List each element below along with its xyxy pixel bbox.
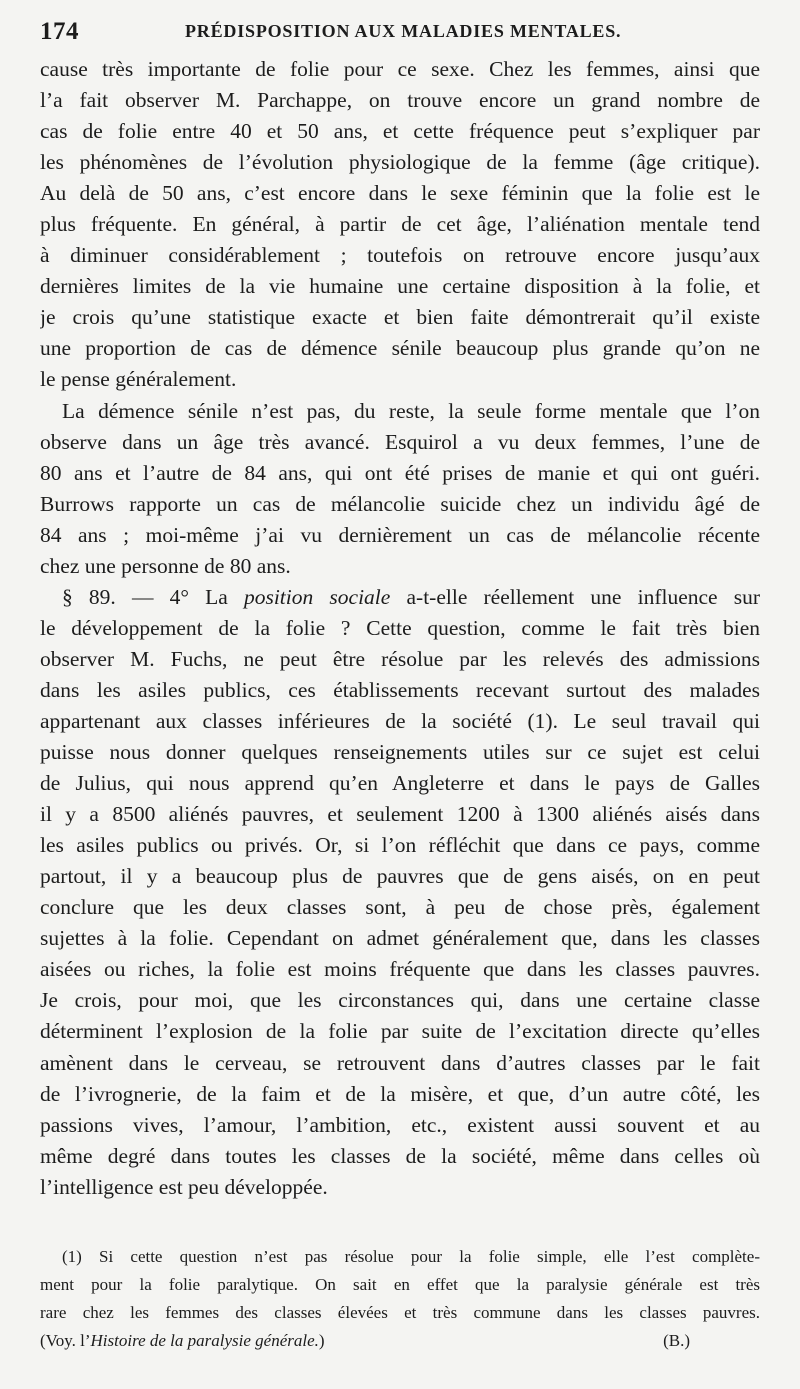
text-line: de Julius, qui nous apprend qu’en Angleterre et dans le pays de Galles [40, 771, 760, 796]
text-line: partout, il y a beaucoup plus de pauvres que de gens aisés, on en peut [40, 864, 760, 889]
text-line: chez une personne de 80 ans. [40, 553, 291, 578]
text-line: à diminuer considérablement ; toutefois on retrouve encore jusqu’aux [40, 243, 760, 268]
footnote-line: (1) Si cette question n’est pas résolue pour la folie simple, elle l’est complète- [62, 1247, 760, 1266]
running-head [40, 18, 760, 50]
running-title: PRÉDISPOSITION AUX MALADIES MENTALES. [185, 21, 622, 41]
text-line: déterminent l’explosion de la folie par suite de l’excitation directe qu’elles [40, 1019, 760, 1044]
text-line-section-89 [40, 582, 760, 613]
italic-term: position sociale [243, 584, 391, 609]
text-line: de l’ivrognerie, de la faim et de la misère, et que, d’un autre côté, les [40, 1081, 760, 1106]
section-lead: § 89. — 4° La [62, 584, 228, 609]
text-line: même degré dans toutes les classes de la société, même dans celles où [40, 1143, 760, 1168]
text-line: observe dans un âge très avancé. Esquirol a vu deux femmes, l’une de [40, 429, 760, 454]
text-line: les phénomènes de l’évolution physiologique de la femme (âge critique). [40, 150, 760, 175]
text-line: l’a fait observer M. Parchappe, on trouve encore un grand nombre de [40, 88, 760, 113]
text-line: dans les asiles publics, ces établissements recevant surtout des malades [40, 677, 760, 702]
text-line: observer M. Fuchs, ne peut être résolue par les relevés des admissions [40, 646, 760, 671]
footnote-source-mark: (B.) [663, 1331, 690, 1350]
text-line: le développement de la folie ? Cette question, comme le fait très bien [40, 615, 760, 640]
footnote-ref-open: (Voy. l’ [40, 1331, 91, 1350]
text-line: dernières limites de la vie humaine une certaine disposition à la folie, et [40, 274, 760, 299]
footnote-book-title: Histoire de la paralysie générale. [90, 1331, 319, 1350]
text-line: Je crois, pour moi, que les circonstances qui, dans une certaine classe [40, 988, 760, 1013]
text-line: amènent dans le cerveau, se retrouvent dans d’autres classes par le fait [40, 1050, 760, 1075]
text-line: cas de folie entre 40 et 50 ans, et cette fréquence peut s’expliquer par [40, 119, 760, 144]
text-line: l’intelligence est peu développée. [40, 1174, 328, 1199]
text-line: 84 ans ; moi-même j’ai vu dernièrement un cas de mélancolie récente [40, 522, 760, 547]
text-line: plus fréquente. En général, à partir de cet âge, l’aliénation mentale tend [40, 212, 760, 237]
text-line: le pense généralement. [40, 367, 237, 392]
text-line: aisées ou riches, la folie est moins fréquente que dans les classes pauvres. [40, 957, 760, 982]
text-line: Burrows rapporte un cas de mélancolie suicide chez un individu âgé de [40, 491, 760, 516]
footnote [40, 1243, 760, 1355]
text-line: puisse nous donner quelques renseignements utiles sur ce sujet est celui [40, 740, 760, 765]
text-line: une proportion de cas de démence sénile beaucoup plus grande qu’on ne [40, 336, 760, 361]
text-line: cause très importante de folie pour ce sexe. Chez les femmes, ainsi que [40, 57, 760, 81]
text-line: La démence sénile n’est pas, du reste, la seule forme mentale que l’on [62, 398, 760, 423]
text-line: je crois qu’une statistique exacte et bien faite démontrerait qu’il existe [40, 305, 760, 330]
footnote-line: ment pour la folie paralytique. On sait en effet que la paralysie générale est très [40, 1275, 760, 1294]
text-line: les asiles publics ou privés. Or, si l’on réfléchit que dans ce pays, comme [40, 833, 760, 858]
text-line: appartenant aux classes inférieures de la société (1). Le seul travail qui [40, 708, 760, 733]
body-text [40, 54, 760, 1203]
footnote-ref-close: ) [318, 1331, 325, 1350]
text-line: Au delà de 50 ans, c’est encore dans le sexe féminin que la folie est le [40, 181, 760, 206]
text-line: sujettes à la folie. Cependant on admet généralement que, dans les classes [40, 926, 760, 951]
page-number: 174 [40, 18, 79, 45]
footnote-line: rare chez les femmes des classes élevées et très commune dans les classes pauvres. [40, 1303, 760, 1322]
text-line: 80 ans et l’autre de 84 ans, qui ont été prises de manie et qui ont guéri. [40, 460, 760, 485]
text-line: conclure que les deux classes sont, à peu de chose près, également [40, 895, 760, 920]
section-lead-rest: a-t-elle réellement une influence sur [406, 584, 760, 609]
footnote-line [40, 1327, 760, 1355]
text-line: il y a 8500 aliénés pauvres, et seulement 1200 à 1300 aliénés aisés dans [40, 802, 760, 827]
text-line: passions vives, l’amour, l’ambition, etc., existent aussi souvent et au [40, 1112, 760, 1137]
